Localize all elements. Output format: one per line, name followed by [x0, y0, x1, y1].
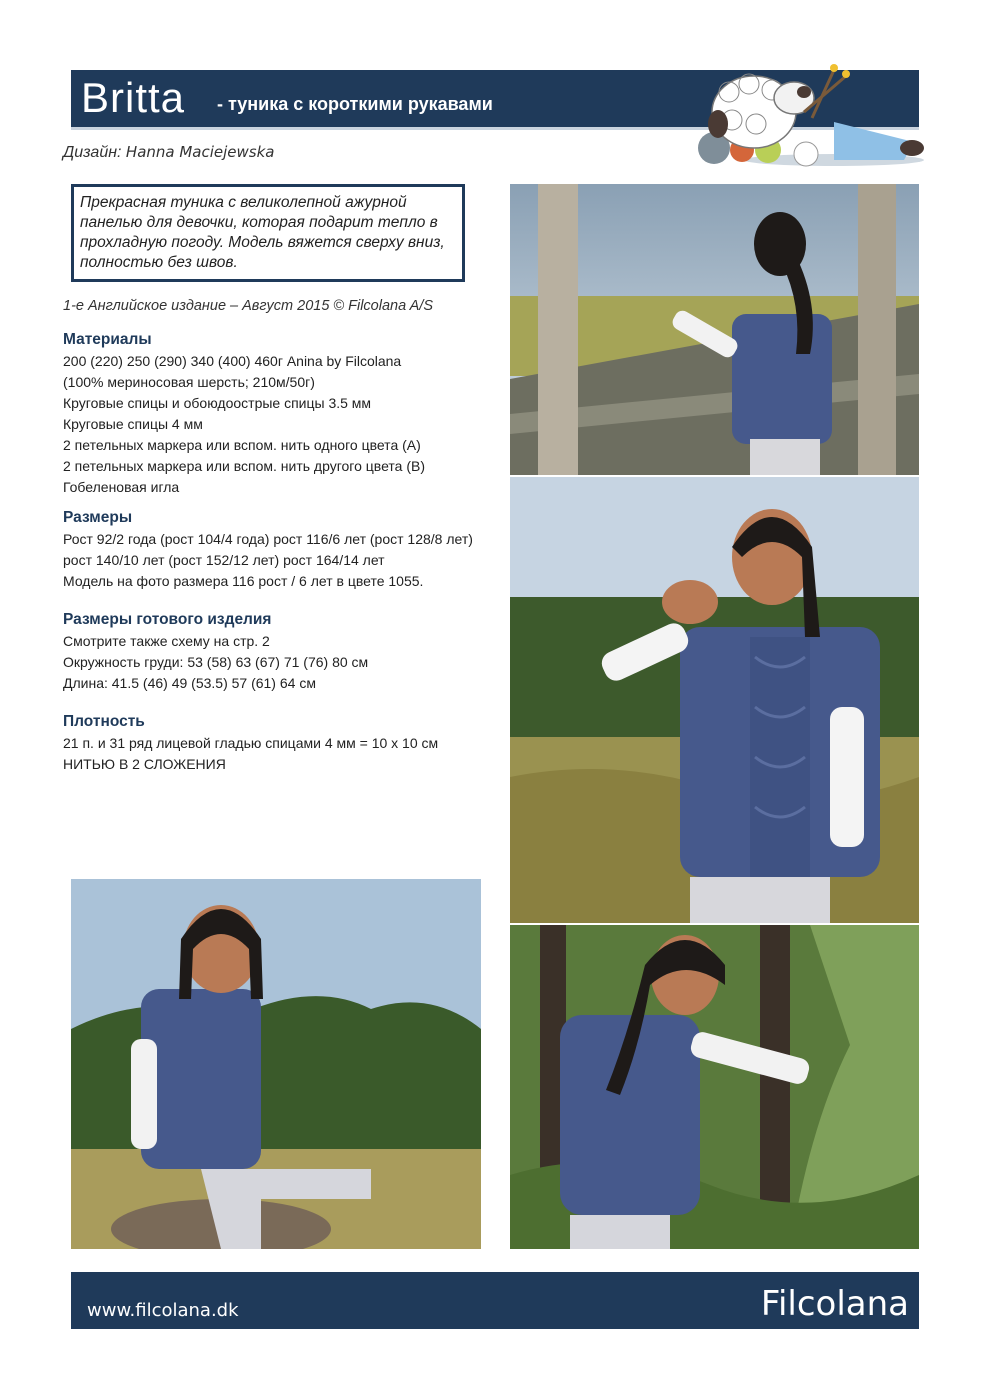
pattern-title: Britta	[81, 74, 186, 121]
pattern-subtitle: - туника с короткими рукавами	[217, 94, 493, 114]
footer-bar	[71, 1272, 919, 1329]
materials-line: 200 (220) 250 (290) 340 (400) 460г Anina by Filcolana	[63, 353, 402, 369]
sizes-line: рост 140/10 лет (рост 152/12 лет) рост 164/14 лет	[63, 552, 385, 568]
photo-reaching-bushes	[510, 925, 919, 1249]
finished-line: Длина: 41.5 (46) 49 (53.5) 57 (61) 64 см	[63, 675, 316, 691]
finished-measurements-section	[63, 609, 368, 694]
sizes-line: Рост 92/2 года (рост 104/4 года) рост 116/6 лет (рост 128/8 лет)	[63, 531, 473, 547]
materials-line: Круговые спицы 4 мм	[63, 416, 203, 432]
designer-name: Hanna Maciejewska	[125, 143, 275, 161]
materials-line: 2 петельных маркера или вспом. нить другого цвета (B)	[63, 458, 425, 474]
gauge-line: 21 п. и 31 ряд лицевой гладью спицами 4 мм = 10 x 10 см	[63, 735, 439, 751]
gauge-heading: Плотность	[63, 713, 145, 730]
edition-line: 1-е Английское издание – Август 2015 © Filcolana A/S	[63, 298, 434, 314]
photo-waving-front-view	[510, 477, 919, 923]
finished-line: Окружность груди: 53 (58) 63 (67) 71 (76) 80 см	[63, 654, 369, 670]
sheep-logo	[684, 62, 924, 168]
gauge-section	[63, 711, 438, 775]
designer-credit	[63, 143, 275, 162]
gauge-line: НИТЬЮ В 2 СЛОЖЕНИЯ	[63, 756, 226, 772]
materials-section	[63, 329, 425, 498]
materials-line: Круговые спицы и обоюдоострые спицы 3.5 мм	[63, 395, 372, 411]
materials-heading: Материалы	[63, 331, 152, 348]
sizes-section	[63, 507, 473, 592]
designer-label: Дизайн:	[63, 144, 122, 161]
finished-line: Смотрите также схему на стр. 2	[63, 633, 270, 649]
brand-name: Filcolana	[760, 1284, 909, 1324]
materials-line: 2 петельных маркера или вспом. нить одного цвета (A)	[63, 437, 421, 453]
photo-fence-back-view	[510, 184, 919, 475]
description-box: Прекрасная туника с великолепной ажурной панелью для девочки, которая подарит тепло в прохладную погоду. Модель вяжется сверху вниз, полностью без швов.	[71, 184, 465, 282]
photo-sitting-on-rock	[71, 879, 481, 1249]
sizes-line: Модель на фото размера 116 рост / 6 лет в цвете 1055.	[63, 573, 424, 589]
finished-heading: Размеры готового изделия	[63, 611, 272, 628]
materials-line: Гобеленовая игла	[63, 479, 180, 495]
sizes-heading: Размеры	[63, 509, 133, 526]
website-link[interactable]: www.filcolana.dk	[87, 1300, 239, 1321]
materials-line: (100% мериносовая шерсть; 210м/50г)	[63, 374, 315, 390]
